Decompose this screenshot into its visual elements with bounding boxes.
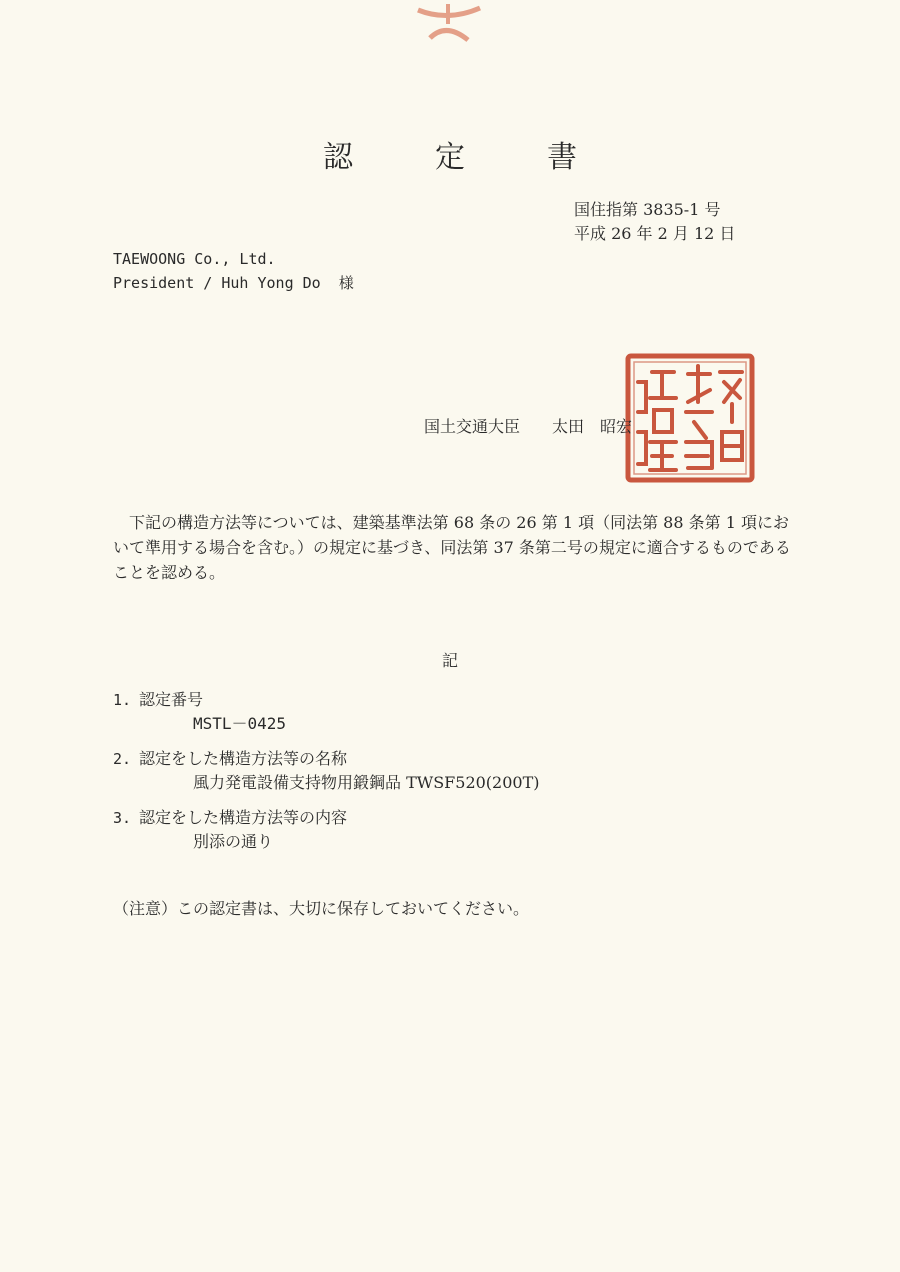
item-label: 認定をした構造方法等の内容 <box>139 808 348 827</box>
list-item <box>113 747 540 794</box>
item-number: 2. <box>113 750 132 768</box>
addressee-person: President / Huh Yong Do 様 <box>113 274 354 292</box>
item-label: 認定番号 <box>139 690 204 709</box>
addressee-company: TAEWOONG Co., Ltd. <box>113 250 276 268</box>
preservation-note: （注意）この認定書は、大切に保存しておいてください。 <box>113 899 530 918</box>
addressee-block <box>113 247 354 295</box>
issuing-minister: 国土交通大臣 太田 昭宏 <box>424 417 633 436</box>
certification-items <box>113 688 540 865</box>
item-value: 別添の通り <box>193 832 274 851</box>
item-value: 風力発電設備支持物用鍛鋼品 TWSF520(200T) <box>193 773 540 792</box>
issue-date: 平成 26 年 2 月 12 日 <box>574 224 736 243</box>
item-number: 3. <box>113 809 132 827</box>
document-title: 認 定 書 <box>323 140 603 175</box>
item-number: 1. <box>113 691 132 709</box>
section-marker: 記 <box>441 651 458 670</box>
list-item <box>113 806 540 853</box>
item-value: MSTL－0425 <box>193 714 287 733</box>
list-item <box>113 688 540 735</box>
top-seal-fragment <box>408 0 488 48</box>
item-label: 認定をした構造方法等の名称 <box>139 749 348 768</box>
reference-number: 国住指第 3835-1 号 <box>574 200 721 219</box>
certification-statement: 下記の構造方法等については、建築基準法第 68 条の 26 第 1 項（同法第 88 条第 1 項において準用する場合を含む。）の規定に基づき、同法第 37 条第二号の規定に適合するものであることを認める。 <box>113 513 791 582</box>
official-seal <box>624 352 756 484</box>
reference-block <box>574 198 735 246</box>
